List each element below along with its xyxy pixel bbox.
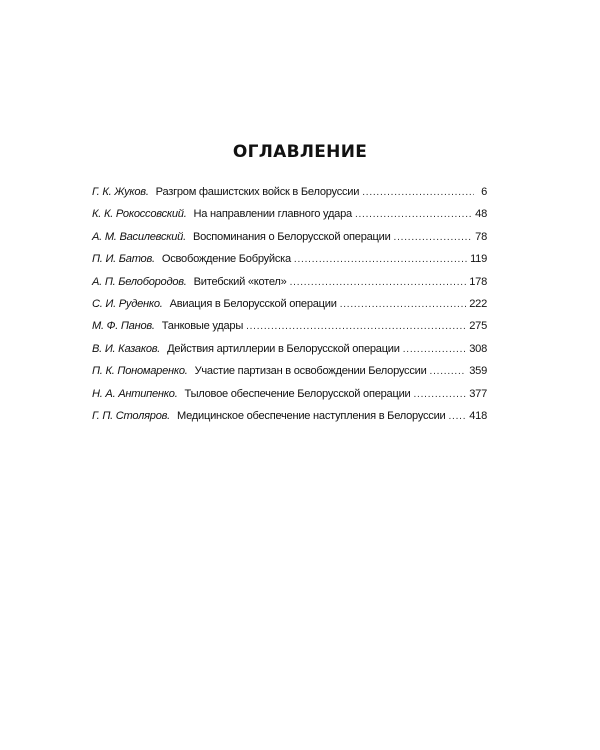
toc-entry-title: Медицинское обеспечение наступления в Белоруссии (177, 409, 446, 422)
toc-entry-author: С. И. Руденко. (92, 297, 163, 310)
toc-entry-title: Авиация в Белорусской операции (169, 297, 337, 310)
toc-entry[interactable] (92, 186, 487, 208)
toc-heading: ОГЛАВЛЕНИЕ (232, 142, 368, 162)
toc-entry-author: В. И. Казаков. (92, 342, 161, 355)
toc-entry-page: 222 (469, 297, 487, 310)
toc-entry-page: 78 (475, 230, 487, 243)
dot-leader (430, 366, 467, 377)
toc-entry-page: 178 (469, 275, 487, 288)
dot-leader (403, 344, 467, 355)
toc-entry-title: Действия артиллерии в Белорусской операции (167, 342, 400, 355)
toc-entry-page: 6 (481, 186, 487, 198)
toc-entry-author: П. К. Пономаренко. (92, 365, 188, 378)
toc-entry-author: А. М. Василевский. (92, 230, 186, 243)
toc-entry-author: Н. А. Антипенко. (92, 387, 178, 400)
dot-leader (294, 254, 467, 265)
toc-entry[interactable] (92, 276, 487, 298)
toc-entry-title: Воспоминания о Белорусской операции (192, 230, 391, 243)
toc-entry-author: Г. П. Столяров. (92, 409, 170, 422)
dot-leader (362, 187, 474, 198)
dot-leader (246, 321, 466, 332)
toc-entry[interactable] (92, 298, 487, 320)
toc-entry-page: 359 (469, 365, 487, 378)
toc-entry-title: Разгром фашистских войск в Белоруссии (155, 186, 360, 198)
toc-entry[interactable] (92, 343, 487, 365)
toc-entry[interactable] (92, 410, 487, 432)
toc-entry-page: 418 (469, 409, 487, 422)
dot-leader (448, 411, 466, 422)
dot-leader (340, 299, 467, 310)
toc-entry-author: Г. К. Жуков. (92, 186, 149, 198)
toc-entry-author: А. П. Белобородов. (92, 275, 187, 288)
toc-entry-author: П. И. Батов. (92, 253, 155, 266)
toc-entry-title: На направлении главного удара (193, 208, 352, 221)
toc-entry[interactable] (92, 320, 487, 342)
toc-entry-title: Витебский «котел» (193, 275, 287, 288)
toc-entry[interactable] (92, 231, 487, 253)
toc-entry-page: 275 (469, 320, 487, 333)
dot-leader (394, 232, 473, 243)
toc-entry[interactable] (92, 208, 487, 230)
toc-entry-page: 377 (469, 387, 487, 400)
dot-leader (413, 389, 466, 400)
toc-entry-author: К. К. Рокоссовский. (92, 208, 187, 221)
dot-leader (290, 277, 467, 288)
dot-leader (355, 209, 472, 220)
toc-entry-title: Участие партизан в освобождении Белоруссии (194, 365, 427, 378)
toc-entry-title: Освобождение Бобруйска (161, 253, 291, 266)
toc-entry-page: 308 (469, 342, 487, 355)
toc-entry-page: 119 (470, 253, 487, 266)
toc-entry-page: 48 (475, 208, 487, 221)
toc-entry-title: Танковые удары (161, 320, 244, 333)
toc-entry-author: М. Ф. Панов. (92, 320, 155, 333)
toc-entry[interactable] (92, 253, 487, 275)
toc-list (92, 186, 487, 432)
toc-entry-title: Тыловое обеспечение Белорусской операции (184, 387, 411, 400)
toc-entry[interactable] (92, 365, 487, 387)
toc-entry[interactable] (92, 388, 487, 410)
